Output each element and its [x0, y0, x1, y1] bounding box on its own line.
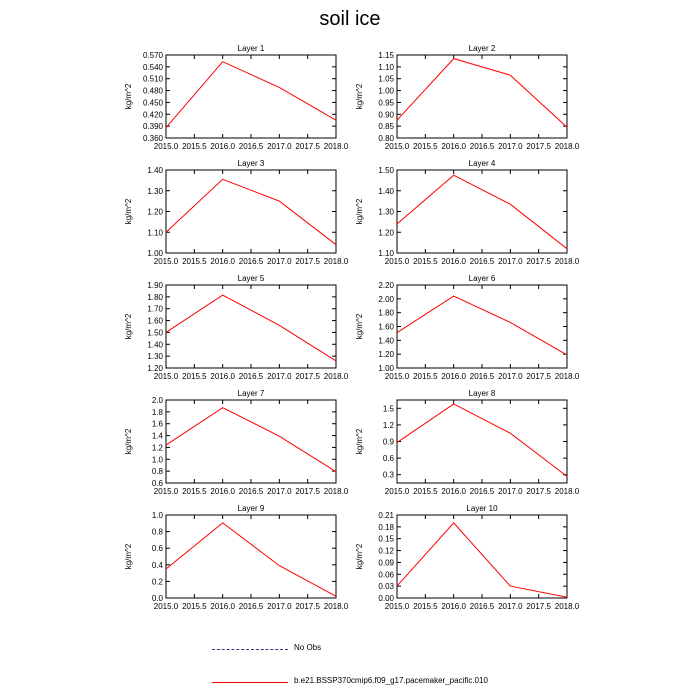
y-tick-label: 0.80 [378, 134, 394, 143]
y-tick-label: 0.390 [142, 122, 163, 132]
y-tick-label: 1.0 [151, 455, 163, 465]
x-tick-label: 2017.5 [295, 142, 320, 151]
y-tick-label: 1.30 [147, 352, 163, 362]
panel-layer-7 [124, 389, 349, 496]
panel-title: Layer 1 [237, 44, 265, 53]
x-tick-label: 2017.5 [526, 142, 551, 151]
y-tick-label: 0.540 [142, 62, 163, 72]
x-tick-label: 2015.5 [413, 487, 438, 496]
x-tick-label: 2017.5 [295, 372, 320, 381]
y-tick-label: 1.10 [378, 249, 394, 258]
panel-layer-6 [355, 274, 580, 381]
x-tick-label: 2018.0 [323, 142, 349, 151]
x-tick-label: 2016.0 [441, 372, 466, 381]
y-tick-label: 0.2 [151, 577, 163, 587]
x-tick-label: 2016.5 [238, 257, 264, 266]
y-tick-label: 0.90 [378, 110, 394, 120]
x-tick-label: 2018.0 [554, 602, 580, 611]
series-line-layer-9 [166, 523, 336, 596]
x-tick-label: 2017.0 [498, 487, 523, 496]
y-tick-label: 1.60 [378, 322, 394, 332]
plot-frame [397, 55, 567, 138]
x-tick-label: 2018.0 [323, 372, 349, 381]
x-tick-label: 2017.0 [267, 142, 292, 151]
y-tick-label: 1.10 [147, 228, 163, 238]
y-tick-label: 1.80 [147, 292, 163, 302]
x-tick-label: 2016.5 [238, 487, 264, 496]
x-tick-label: 2017.5 [526, 602, 551, 611]
panel-layer-1 [124, 44, 349, 151]
y-tick-label: 0.15 [378, 534, 394, 544]
y-axis-label: kg/m^2 [124, 83, 133, 110]
x-tick-label: 2018.0 [323, 487, 349, 496]
y-tick-label: 0.0 [151, 594, 163, 603]
y-tick-label: 0.85 [378, 122, 394, 132]
panel-layer-10 [355, 504, 580, 611]
x-tick-label: 2017.5 [295, 602, 320, 611]
x-tick-label: 2017.0 [267, 487, 292, 496]
x-tick-label: 2015.5 [413, 142, 438, 151]
y-tick-label: 1.00 [147, 249, 163, 258]
x-tick-label: 2017.0 [267, 602, 292, 611]
y-axis-label: kg/m^2 [355, 313, 364, 340]
x-tick-label: 2015.0 [384, 372, 410, 381]
x-tick-label: 2017.0 [498, 372, 523, 381]
plot-frame [166, 170, 336, 253]
y-tick-label: 0.8 [151, 467, 163, 477]
x-tick-label: 2016.0 [441, 142, 466, 151]
y-tick-label: 1.8 [151, 407, 163, 417]
x-tick-label: 2015.0 [384, 602, 410, 611]
y-tick-label: 2.0 [151, 396, 163, 405]
y-tick-label: 0.510 [142, 74, 163, 84]
plot-frame [397, 170, 567, 253]
panel-title: Layer 9 [237, 504, 265, 513]
y-tick-label: 0.03 [378, 582, 394, 592]
plot-frame [397, 515, 567, 598]
x-tick-label: 2017.5 [526, 372, 551, 381]
x-tick-label: 2017.0 [498, 142, 523, 151]
plot-frame [166, 285, 336, 368]
x-tick-label: 2015.0 [384, 257, 410, 266]
y-axis-label: kg/m^2 [124, 543, 133, 570]
y-tick-label: 1.2 [382, 420, 394, 430]
x-tick-label: 2016.0 [210, 602, 235, 611]
x-tick-label: 2015.0 [153, 487, 179, 496]
y-tick-label: 1.00 [378, 364, 394, 373]
y-tick-label: 1.50 [147, 328, 163, 338]
x-tick-label: 2017.0 [498, 257, 523, 266]
x-tick-label: 2018.0 [554, 487, 580, 496]
y-axis-label: kg/m^2 [124, 428, 133, 455]
y-tick-label: 0.420 [142, 110, 163, 120]
panel-title: Layer 5 [237, 274, 265, 283]
panel-layer-4 [355, 159, 580, 266]
x-tick-label: 2015.5 [182, 487, 207, 496]
series-line-layer-4 [397, 175, 567, 249]
y-tick-label: 2.00 [378, 294, 394, 304]
x-tick-label: 2016.5 [238, 372, 264, 381]
series-line-layer-10 [397, 523, 567, 597]
x-tick-label: 2016.5 [469, 257, 495, 266]
x-tick-label: 2015.0 [153, 372, 179, 381]
panel-layer-5 [124, 274, 349, 381]
x-tick-label: 2016.5 [238, 142, 264, 151]
y-tick-label: 0.06 [378, 570, 394, 580]
y-tick-label: 0.3 [382, 470, 394, 480]
panel-title: Layer 3 [237, 159, 265, 168]
y-tick-label: 0.6 [382, 454, 394, 464]
plot-frame [166, 55, 336, 138]
y-tick-label: 1.05 [378, 74, 394, 84]
y-tick-label: 1.0 [151, 511, 163, 520]
y-tick-label: 1.20 [378, 228, 394, 238]
x-tick-label: 2017.5 [295, 257, 320, 266]
y-tick-label: 1.90 [147, 281, 163, 290]
panel-title: Layer 4 [468, 159, 496, 168]
x-tick-label: 2015.0 [153, 257, 179, 266]
x-tick-label: 2017.0 [267, 372, 292, 381]
y-tick-label: 1.30 [378, 207, 394, 217]
x-tick-label: 2015.5 [182, 142, 207, 151]
panel-layer-3 [124, 159, 349, 266]
panel-title: Layer 2 [468, 44, 496, 53]
x-tick-label: 2018.0 [323, 257, 349, 266]
x-tick-label: 2015.5 [182, 257, 207, 266]
x-tick-label: 2015.0 [153, 142, 179, 151]
y-tick-label: 1.10 [378, 62, 394, 72]
panel-layer-8 [355, 389, 580, 496]
x-tick-label: 2015.5 [182, 372, 207, 381]
y-tick-label: 1.30 [147, 186, 163, 196]
x-tick-label: 2018.0 [554, 142, 580, 151]
y-tick-label: 0.8 [151, 527, 163, 537]
y-tick-label: 1.70 [147, 304, 163, 314]
panel-title: Layer 7 [237, 389, 265, 398]
y-tick-label: 1.20 [147, 364, 163, 373]
x-tick-label: 2015.0 [384, 142, 410, 151]
series-line-layer-6 [397, 296, 567, 355]
legend-label-no-obs: No Obs [294, 643, 322, 652]
panel-layer-9 [124, 504, 349, 611]
y-tick-label: 1.15 [378, 51, 394, 60]
x-tick-label: 2018.0 [554, 257, 580, 266]
x-tick-label: 2016.0 [210, 257, 235, 266]
series-line-layer-7 [166, 408, 336, 472]
x-tick-label: 2016.5 [469, 602, 495, 611]
y-tick-label: 1.00 [378, 86, 394, 96]
x-tick-label: 2018.0 [323, 602, 349, 611]
y-axis-label: kg/m^2 [124, 198, 133, 225]
plot-frame [397, 285, 567, 368]
y-tick-label: 1.20 [147, 207, 163, 217]
series-line-layer-2 [397, 59, 567, 128]
y-tick-label: 0.09 [378, 558, 394, 568]
x-tick-label: 2017.0 [267, 257, 292, 266]
x-tick-label: 2016.5 [238, 602, 264, 611]
panel-title: Layer 10 [466, 504, 498, 513]
y-tick-label: 1.50 [378, 166, 394, 175]
panel-title: Layer 6 [468, 274, 496, 283]
y-tick-label: 0.6 [151, 479, 163, 488]
x-tick-label: 2015.5 [413, 602, 438, 611]
x-tick-label: 2016.0 [210, 372, 235, 381]
y-tick-label: 0.450 [142, 98, 163, 108]
y-tick-label: 0.9 [382, 437, 394, 447]
panel-title: Layer 8 [468, 389, 496, 398]
legend-swatch-solid [212, 682, 288, 683]
y-axis-label: kg/m^2 [124, 313, 133, 340]
legend-swatch-dashed [212, 649, 288, 650]
y-tick-label: 0.570 [142, 51, 163, 60]
y-tick-label: 0.00 [378, 594, 394, 603]
y-tick-label: 1.5 [382, 404, 394, 414]
y-tick-label: 0.360 [142, 134, 163, 143]
y-tick-label: 1.6 [151, 419, 163, 429]
x-tick-label: 2015.5 [413, 372, 438, 381]
legend-label-model-run: b.e21.BSSP370cmip6.f09_g17.pacemaker_pacific.010 [294, 676, 488, 685]
y-tick-label: 1.40 [147, 340, 163, 350]
x-tick-label: 2015.5 [413, 257, 438, 266]
y-tick-label: 0.6 [151, 544, 163, 554]
y-tick-label: 1.2 [151, 443, 163, 453]
y-axis-label: kg/m^2 [355, 83, 364, 110]
figure-title: soil ice [319, 8, 381, 30]
plot-frame [397, 400, 567, 483]
y-axis-label: kg/m^2 [355, 198, 364, 225]
y-tick-label: 1.80 [378, 308, 394, 318]
y-tick-label: 1.60 [147, 316, 163, 326]
x-tick-label: 2016.5 [469, 372, 495, 381]
series-line-layer-1 [166, 62, 336, 128]
x-tick-label: 2016.0 [441, 487, 466, 496]
y-tick-label: 0.95 [378, 98, 394, 108]
y-tick-label: 0.4 [151, 560, 163, 570]
x-tick-label: 2016.0 [210, 142, 235, 151]
y-tick-label: 1.4 [151, 431, 163, 441]
x-tick-label: 2016.0 [441, 602, 466, 611]
y-tick-label: 0.480 [142, 86, 163, 96]
x-tick-label: 2017.5 [295, 487, 320, 496]
y-tick-label: 0.12 [378, 546, 394, 556]
y-tick-label: 0.21 [378, 511, 394, 520]
y-tick-label: 0.18 [378, 522, 394, 532]
y-tick-label: 1.40 [378, 186, 394, 196]
x-tick-label: 2017.0 [498, 602, 523, 611]
x-tick-label: 2015.5 [182, 602, 207, 611]
x-tick-label: 2017.5 [526, 487, 551, 496]
x-tick-label: 2016.5 [469, 142, 495, 151]
x-tick-label: 2017.5 [526, 257, 551, 266]
y-axis-label: kg/m^2 [355, 543, 364, 570]
plot-frame [166, 400, 336, 483]
plot-frame [166, 515, 336, 598]
series-line-layer-3 [166, 179, 336, 244]
panel-layer-2 [355, 44, 580, 151]
y-tick-label: 1.20 [378, 350, 394, 360]
x-tick-label: 2016.0 [210, 487, 235, 496]
y-tick-label: 1.40 [378, 336, 394, 346]
y-tick-label: 1.40 [147, 166, 163, 175]
y-tick-label: 2.20 [378, 281, 394, 290]
series-line-layer-8 [397, 404, 567, 477]
x-tick-label: 2016.0 [441, 257, 466, 266]
x-tick-label: 2015.0 [384, 487, 410, 496]
x-tick-label: 2016.5 [469, 487, 495, 496]
x-tick-label: 2015.0 [153, 602, 179, 611]
series-line-layer-5 [166, 295, 336, 361]
x-tick-label: 2018.0 [554, 372, 580, 381]
y-axis-label: kg/m^2 [355, 428, 364, 455]
